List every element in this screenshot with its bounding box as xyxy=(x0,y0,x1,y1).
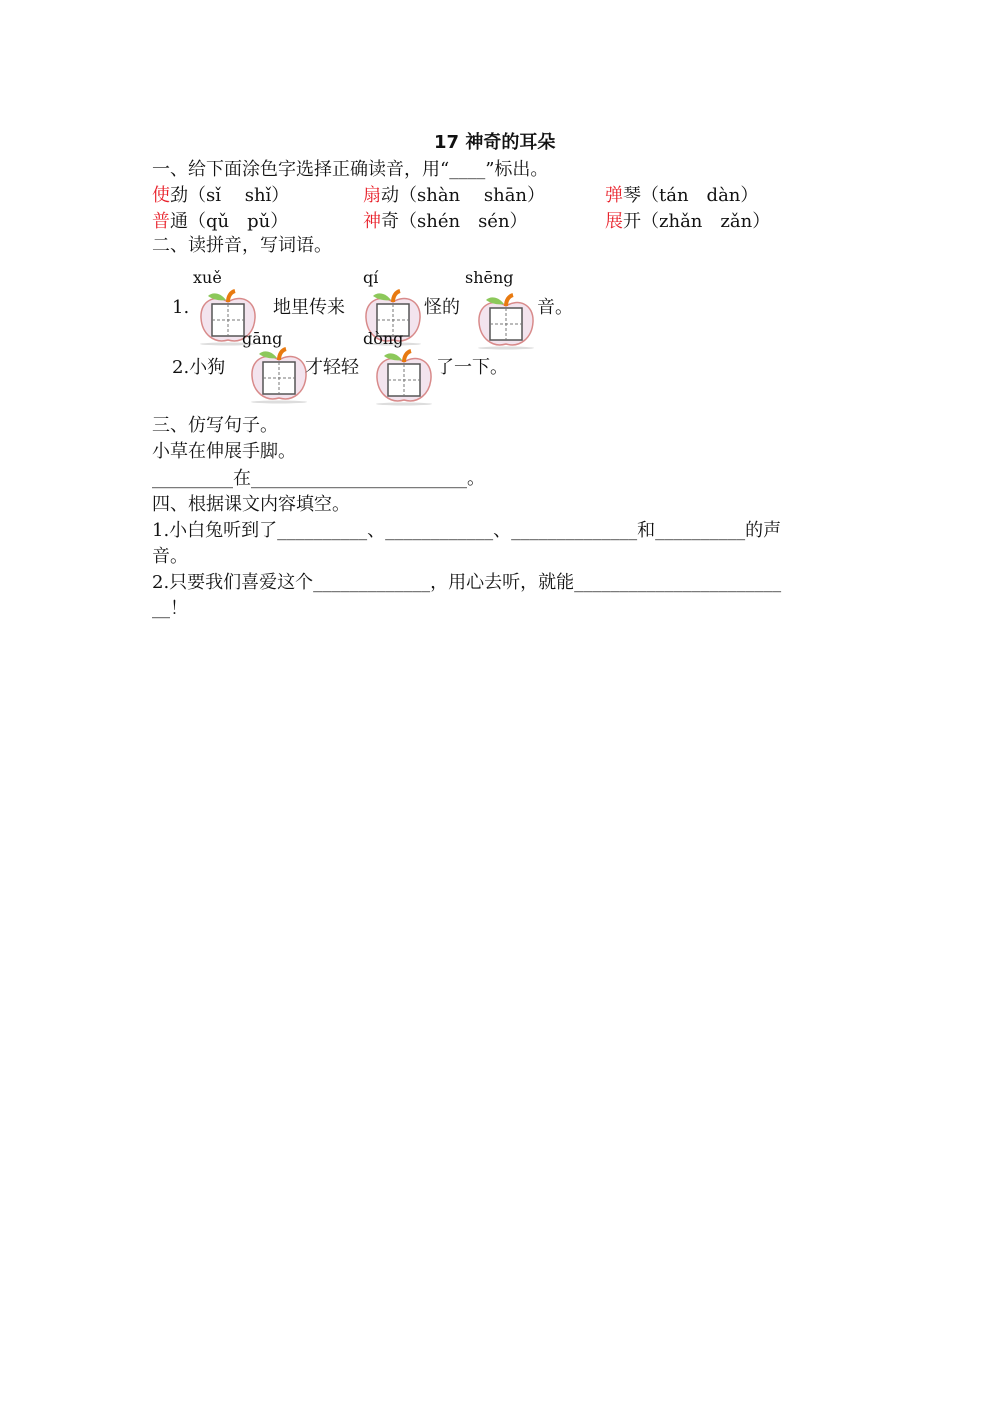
sentence-text: 2.小狗 xyxy=(172,357,226,378)
sentence-text: 怪的 xyxy=(424,297,460,318)
fill-blank-question: 音。 xyxy=(152,546,188,567)
pinyin-label: gāng xyxy=(242,329,283,348)
fill-blank-question[interactable]: __！ xyxy=(152,598,188,619)
apple-writing-box-icon[interactable] xyxy=(374,348,434,406)
sentence-text: 音。 xyxy=(537,297,573,318)
question-number: 1. xyxy=(172,297,190,318)
pinyin-choice: 普通（qǔ pǔ） xyxy=(152,211,289,232)
section-1-heading: 一、给下面涂色字选择正确读音，用“____”标出。 xyxy=(152,159,549,180)
pinyin-choice: 弹琴（tán dàn） xyxy=(605,185,759,206)
apple-writing-box-icon[interactable] xyxy=(249,346,309,404)
fill-blank-line[interactable]: _________在________________________。 xyxy=(152,468,485,489)
fill-blank-question[interactable]: 2.只要我们喜爱这个_____________，用心去听，就能_______________________ xyxy=(152,572,782,593)
pinyin-choice: 扇动（shàn shān） xyxy=(363,185,546,206)
fill-blank-question[interactable]: 1.小白兔听到了__________、____________、______________和__________的声 xyxy=(152,520,782,541)
section-3-heading: 三、仿写句子。 xyxy=(152,415,278,436)
sentence-text: 地里传来 xyxy=(273,297,345,318)
sentence-text: 了一下。 xyxy=(436,357,508,378)
pinyin-label: xuě xyxy=(193,268,222,287)
apple-writing-box-icon[interactable] xyxy=(476,292,536,350)
pinyin-choice: 神奇（shén sén） xyxy=(363,211,528,232)
page-title: 17 神奇的耳朵 xyxy=(434,132,556,153)
section-2-heading: 二、读拼音，写词语。 xyxy=(152,235,332,256)
section-4-heading: 四、根据课文内容填空。 xyxy=(152,494,350,515)
pinyin-label: dòng xyxy=(363,329,404,348)
example-sentence: 小草在伸展手脚。 xyxy=(152,441,296,462)
pinyin-label: shēng xyxy=(465,268,514,287)
pinyin-choice: 使劲（sǐ shǐ） xyxy=(152,185,290,206)
sentence-text: 才轻轻 xyxy=(305,357,359,378)
pinyin-label: qí xyxy=(363,268,379,287)
pinyin-choice: 展开（zhǎn zǎn） xyxy=(605,211,771,232)
